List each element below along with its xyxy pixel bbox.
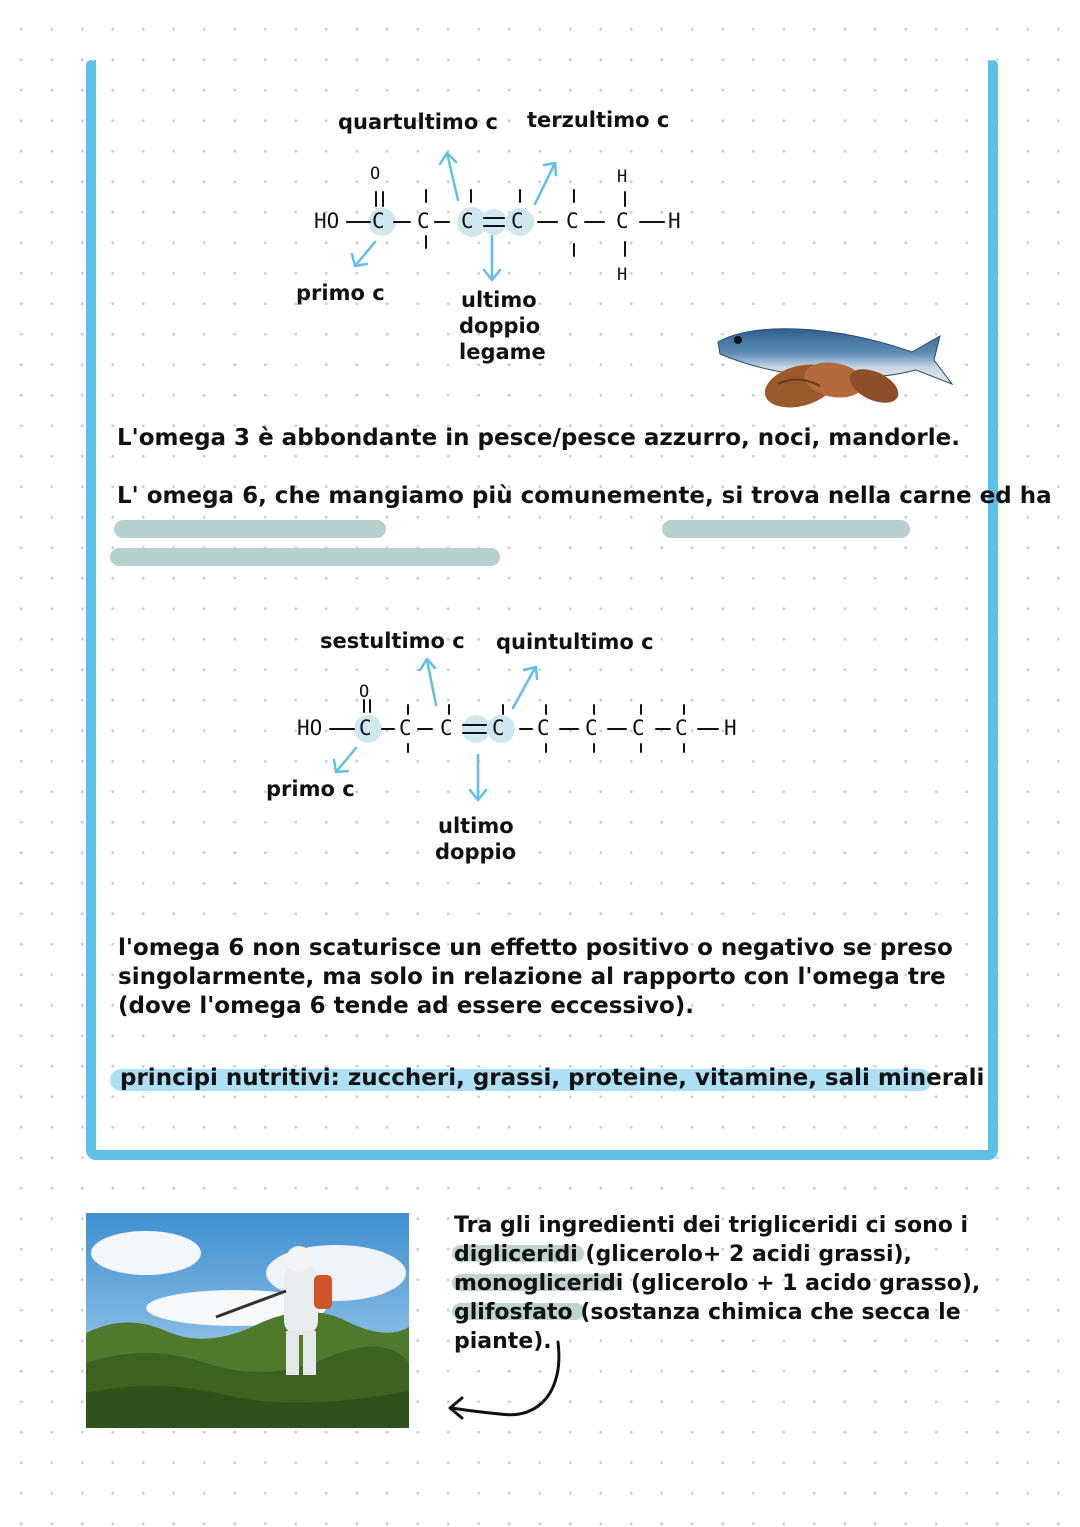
- trigliceridi-line-5: piante).: [454, 1329, 552, 1354]
- atom-hydrogen-bottom: H: [617, 265, 628, 285]
- omega6-paragraph-line-3: (dove l'omega 6 tende ad essere eccessivo).: [118, 993, 694, 1019]
- omega6-paragraph-line-2: singolarmente, ma solo in relazione al rapporto con l'omega tre: [118, 964, 946, 990]
- trigliceridi-line-1: Tra gli ingredienti dei trigliceridi ci sono i: [454, 1213, 969, 1238]
- term-monogliceridi: monogliceridi: [454, 1271, 624, 1296]
- curved-arrow-icon: [440, 1330, 580, 1430]
- label-quintultimo-c: quintultimo c: [496, 630, 654, 654]
- carbon-6-3: C: [440, 716, 453, 740]
- carbon-4: C: [511, 209, 524, 233]
- label-primo-c: primo c: [296, 281, 385, 305]
- label-doppio-6: doppio: [435, 840, 517, 864]
- atom-hydroxyl-6: HO: [297, 716, 323, 740]
- label-ultimo-6: ultimo: [438, 814, 514, 838]
- carbon-6-7: C: [632, 716, 645, 740]
- carbon-6-5: C: [537, 716, 550, 740]
- atom-oxygen-6: O: [359, 682, 370, 702]
- monogliceridi-def: (glicerolo + 1 acido grasso),: [623, 1271, 981, 1296]
- carbon-6-2: C: [399, 716, 412, 740]
- label-primo-c-6: primo c: [266, 777, 355, 801]
- trigliceridi-line-3: [454, 1269, 980, 1298]
- principi-nutritivi-text: principi nutritivi: zuccheri, grassi, proteine, vitamine, sali minerali: [120, 1065, 985, 1091]
- label-sestultimo-c: sestultimo c: [320, 629, 465, 653]
- carbon-6-4: C: [492, 716, 505, 740]
- omega3-sentence: L'omega 3 è abbondante in pesce/pesce azzurro, noci, mandorle.: [117, 425, 960, 451]
- label-terzultimo-c: terzultimo c: [527, 108, 670, 132]
- term-digliceridi: digliceridi: [454, 1242, 578, 1267]
- carbon-3: C: [461, 209, 474, 233]
- trigliceridi-line-2: [454, 1240, 980, 1269]
- label-quartultimo-c: quartultimo c: [338, 110, 499, 134]
- carbon-1: C: [372, 209, 385, 233]
- term-glifosfato: glifosfato: [454, 1300, 573, 1325]
- trigliceridi-line-4: [454, 1298, 980, 1327]
- omega6-paragraph: [118, 934, 953, 1021]
- carbon-2: C: [417, 209, 430, 233]
- label-ultimo: ultimo: [461, 288, 537, 312]
- carbon-6-6: C: [585, 716, 598, 740]
- double-bond-highlight-6a: [462, 715, 490, 743]
- atom-oxygen: O: [370, 164, 381, 184]
- atom-hydrogen-end: H: [668, 209, 681, 233]
- atom-hydrogen-top: H: [617, 167, 628, 187]
- digliceridi-def: (glicerolo+ 2 acidi grassi),: [577, 1242, 912, 1267]
- carbon-6-1: C: [359, 716, 372, 740]
- carbon-6: C: [616, 209, 629, 233]
- carbon-5: C: [566, 209, 579, 233]
- label-legame: legame: [459, 340, 546, 364]
- omega6-paragraph-line-1: l'omega 6 non scaturisce un effetto positivo o negativo se preso: [118, 935, 953, 961]
- label-doppio: doppio: [459, 314, 541, 338]
- glifosfato-def: (sostanza chimica che secca le: [572, 1300, 961, 1325]
- pesticide-spraying-photo: [86, 1213, 409, 1428]
- atom-hydrogen-end-6: H: [724, 716, 737, 740]
- omega6-sentence: L' omega 6, che mangiamo più comunemente, si trova nella carne ed ha: [117, 483, 1052, 509]
- carbon-6-8: C: [675, 716, 688, 740]
- atom-hydroxyl: HO: [314, 209, 340, 233]
